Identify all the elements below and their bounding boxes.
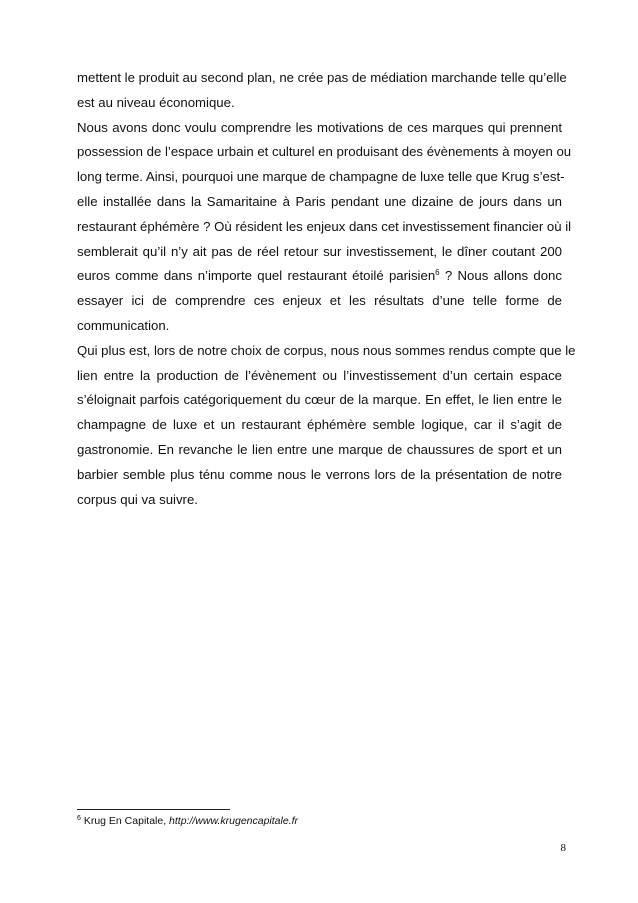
- text-line-part: ? Nous allons donc: [439, 268, 562, 284]
- text-line: s’éloignait parfois catégoriquement du cœur de la marque. En effet, le lien entre le: [77, 392, 562, 408]
- text-line: long terme. Ainsi, pourquoi une marque de champagne de luxe telle que Krug s’est-: [77, 169, 565, 185]
- text-line: essayer ici de comprendre ces enjeux et les résultats d’une telle forme de: [77, 293, 562, 309]
- footnote-url[interactable]: http://www.krugencapitale.fr: [169, 815, 299, 827]
- footnote-separator: [77, 809, 230, 810]
- footnote-text: Krug En Capitale,: [80, 815, 170, 827]
- text-line: est au niveau économique.: [77, 94, 235, 110]
- text-line: possession de l’espace urbain et culturel en produisant des évènements à moyen ou: [77, 144, 572, 160]
- text-line: [77, 264, 562, 289]
- text-line: elle installée dans la Samaritaine à Paris pendant une dizaine de jours dans un: [77, 193, 562, 209]
- footnote-reference: 6: [435, 268, 440, 278]
- page-number: 8: [560, 842, 566, 854]
- text-line: mettent le produit au second plan, ne crée pas de médiation marchande telle qu’elle: [77, 70, 567, 85]
- text-line: semblerait qu’il n’y ait pas de réel retour sur investissement, le dîner coutant 200: [77, 243, 562, 259]
- text-line: communication.: [77, 317, 170, 333]
- text-line: Qui plus est, lors de notre choix de corpus, nous nous sommes rendus compte que le: [77, 342, 576, 358]
- footnote-number: 6: [77, 815, 81, 822]
- body-text: [77, 66, 576, 512]
- text-line: Nous avons donc voulu comprendre les motivations de ces marques qui prennent: [77, 119, 562, 135]
- text-line: barbier semble plus ténu comme nous le verrons lors de la présentation de notre: [77, 466, 562, 482]
- text-line: lien entre la production de l’évènement ou l’investissement d’un certain espace: [77, 367, 562, 383]
- text-line: corpus qui va suivre.: [77, 491, 198, 507]
- text-line: restaurant éphémère ? Où résident les enjeux dans cet investissement financier où il: [77, 218, 572, 234]
- text-line: gastronomie. En revanche le lien entre une marque de chaussures de sport et un: [77, 441, 562, 457]
- footnote: [77, 814, 298, 828]
- text-line-part: euros comme dans n’importe quel restaurant étoilé parisien: [77, 268, 436, 284]
- text-line: champagne de luxe et un restaurant éphémère semble logique, car il s’agit de: [77, 417, 562, 433]
